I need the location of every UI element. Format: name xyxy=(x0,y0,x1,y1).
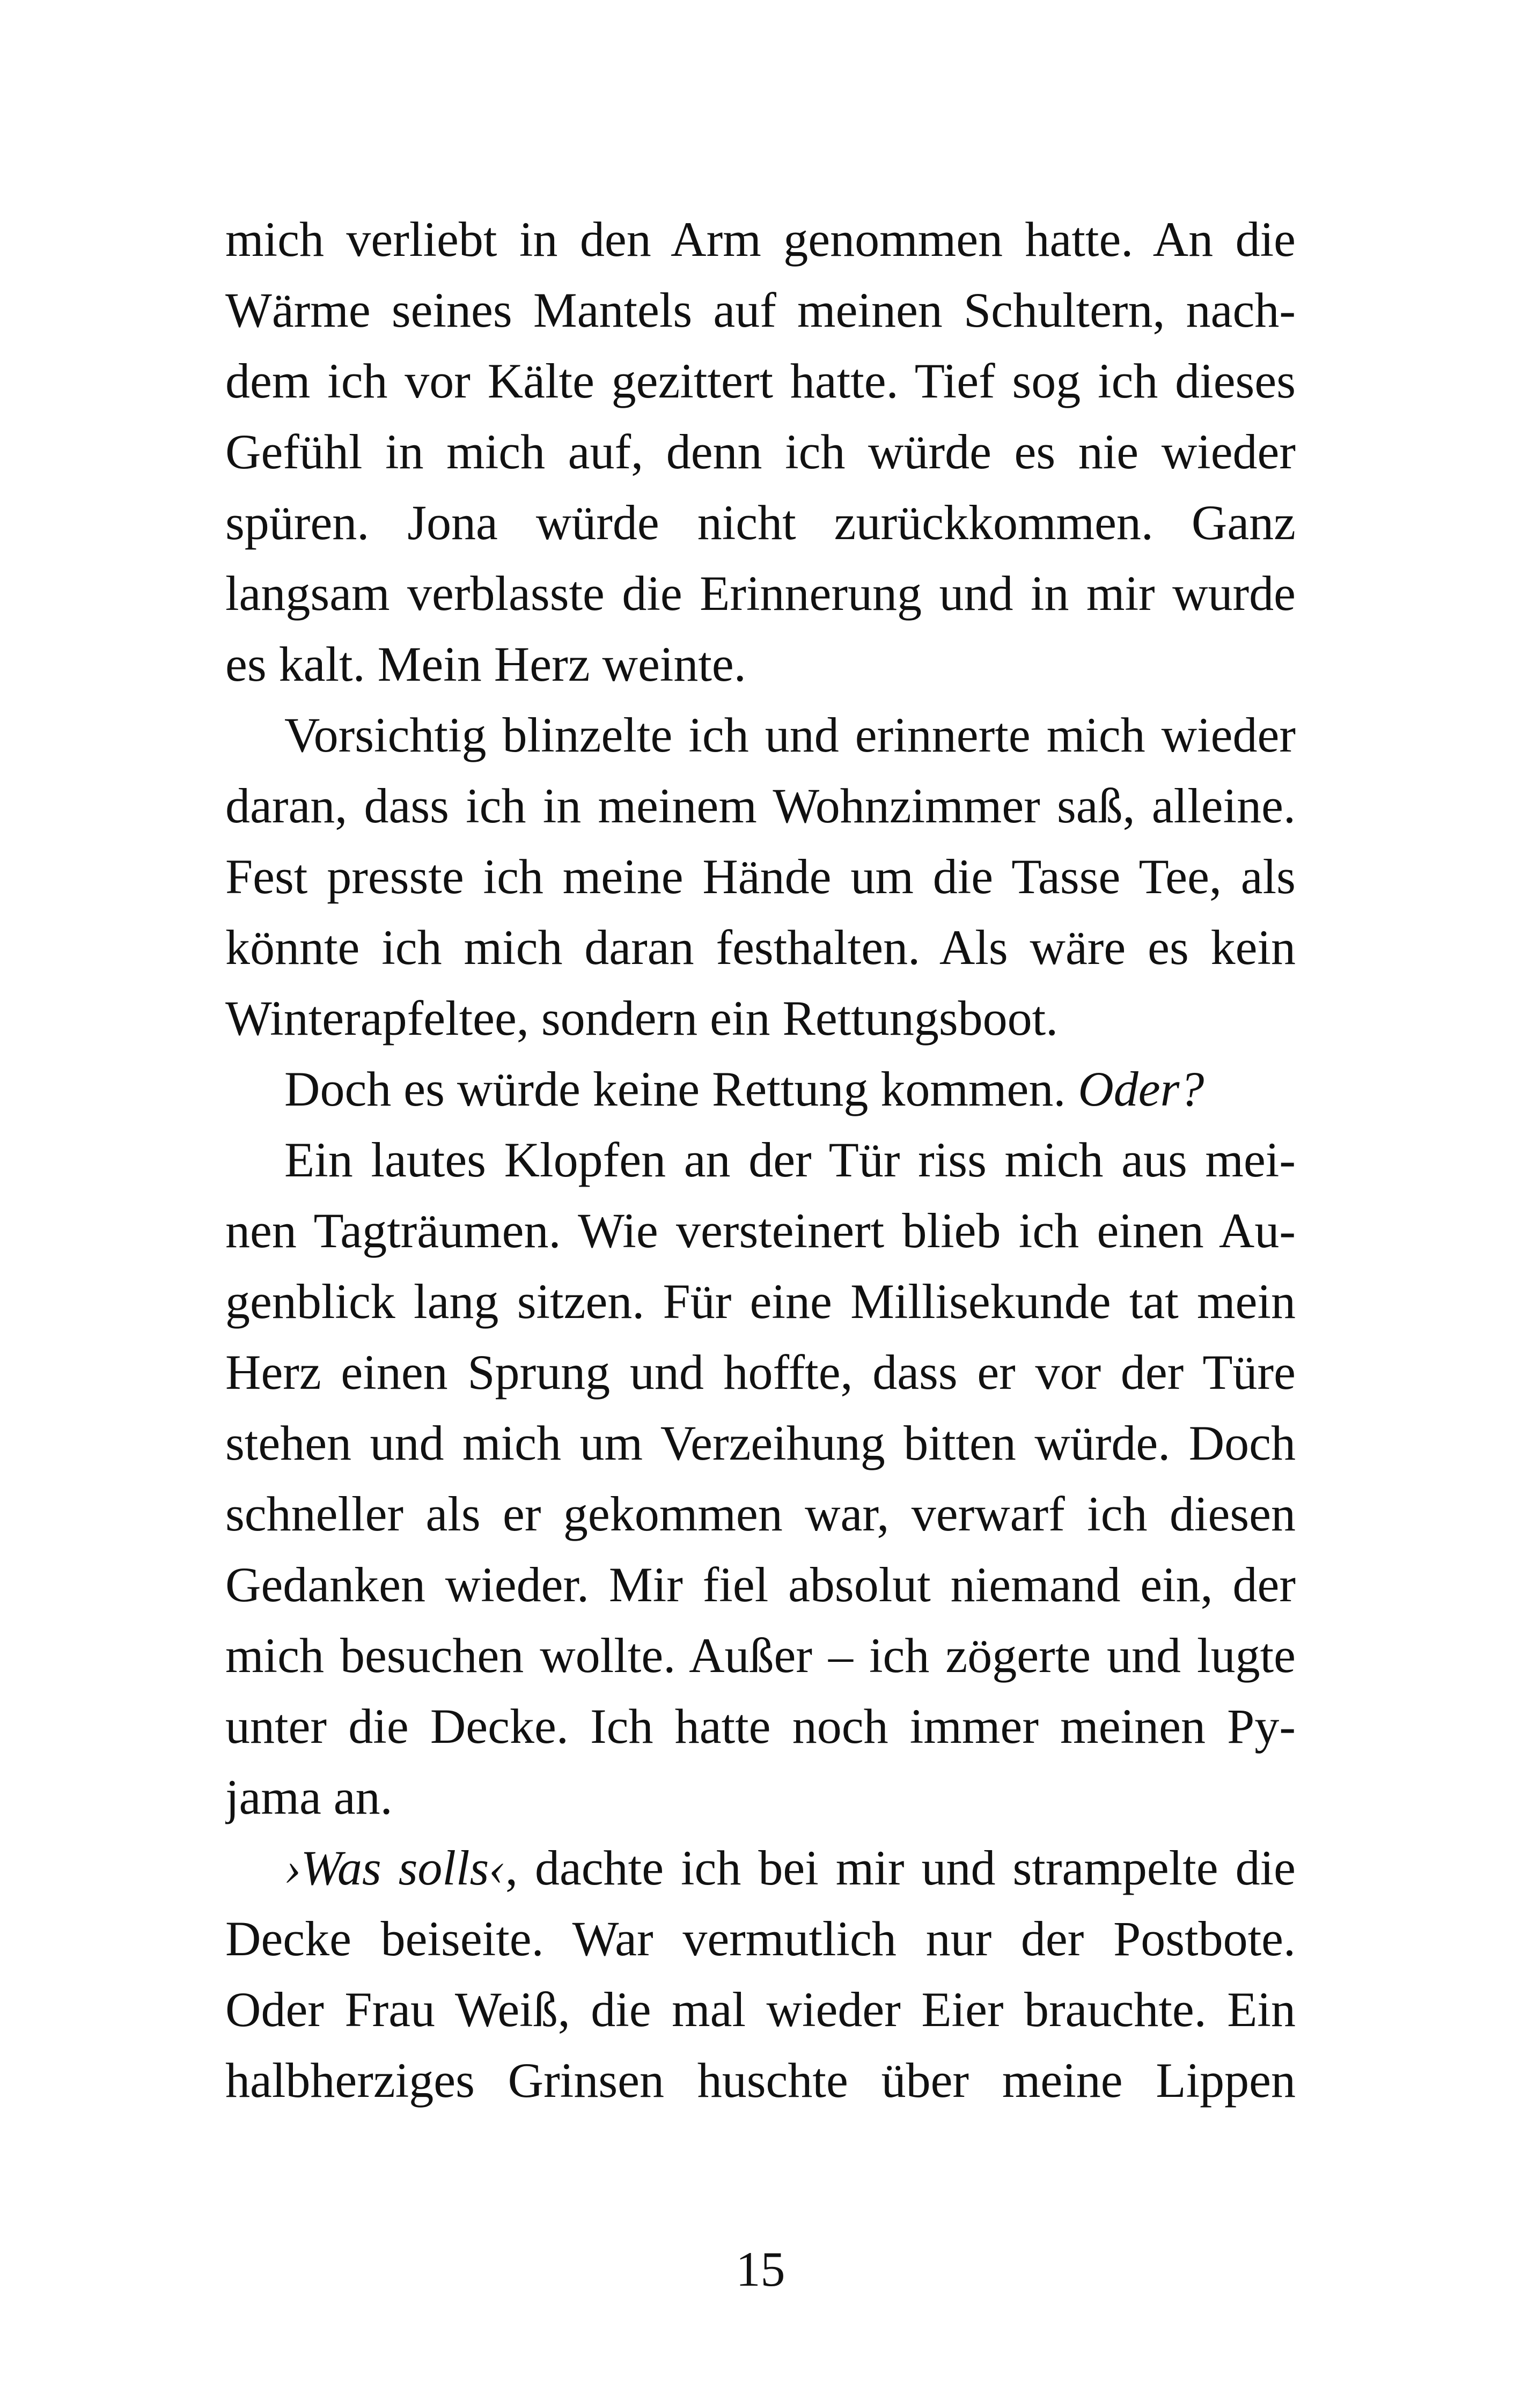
page-body xyxy=(225,204,1296,2116)
text-line: könnte ich mich daran festhalten. Als wäre es kein xyxy=(225,920,1296,975)
page-number: 15 xyxy=(736,2242,785,2296)
text-line: mich besuchen wollte. Außer – ich zögerte und lugte xyxy=(225,1628,1296,1683)
text-line: dem ich vor Kälte gezittert hatte. Tief sog ich dieses xyxy=(225,354,1296,408)
text-line: genblick lang sitzen. Für eine Millisekunde tat mein xyxy=(225,1274,1296,1329)
text-line: Herz einen Sprung und hoffte, dass er vor der Türe xyxy=(225,1345,1296,1400)
text-line: halbherziges Grinsen huschte über meine Lippen xyxy=(225,2053,1296,2108)
text-line xyxy=(225,1054,1296,1124)
text-line xyxy=(225,1832,1296,1903)
text-line: nen Tagträumen. Wie versteinert blieb ich einen Au- xyxy=(225,1203,1296,1258)
text-segment: , dachte ich bei mir und strampelte die xyxy=(505,1840,1296,1895)
text-line: Fest presste ich meine Hände um die Tasse Tee, als xyxy=(225,849,1296,904)
text-line: unter die Decke. Ich hatte noch immer meinen Py- xyxy=(225,1699,1296,1754)
text-line: Vorsichtig blinzelte ich und erinnerte mich wieder xyxy=(284,708,1296,762)
text-line: spüren. Jona würde nicht zurückkommen. Ganz xyxy=(225,495,1296,550)
text-line: schneller als er gekommen war, verwarf ich diesen xyxy=(225,1486,1296,1541)
text-line: langsam verblasste die Erinnerung und in mir wurde xyxy=(225,566,1296,621)
paragraph xyxy=(225,1124,1296,1832)
text-line: Ein lautes Klopfen an der Tür riss mich aus mei- xyxy=(284,1132,1296,1187)
text-line: Winterapfeltee, sondern ein Rettungsboot. xyxy=(225,991,1059,1045)
text-line: Oder Frau Weiß, die mal wieder Eier brauchte. Ein xyxy=(225,1982,1296,2037)
text-line: jama an. xyxy=(225,1770,393,1824)
paragraph xyxy=(225,1832,1296,2116)
text-line: Gedanken wieder. Mir fiel absolut niemand ein, der xyxy=(225,1557,1296,1612)
body-text xyxy=(225,204,1296,2116)
text-line: mich verliebt in den Arm genommen hatte. An die xyxy=(225,212,1296,267)
text-line: Decke beiseite. War vermutlich nur der Postbote. xyxy=(225,1911,1296,1966)
italic-text: ›Was solls‹ xyxy=(284,1840,505,1895)
text-line: Gefühl in mich auf, denn ich würde es nie wieder xyxy=(225,424,1296,479)
italic-text: Oder? xyxy=(1078,1062,1204,1116)
paragraph xyxy=(225,204,1296,699)
text-line: es kalt. Mein Herz weinte. xyxy=(225,637,746,691)
text-line: stehen und mich um Verzeihung bitten würde. Doch xyxy=(225,1416,1296,1470)
text-line: daran, dass ich in meinem Wohnzimmer saß, alleine. xyxy=(225,778,1296,833)
paragraph xyxy=(225,699,1296,1054)
text-segment: Doch es würde keine Rettung kommen. xyxy=(284,1062,1078,1116)
paragraph xyxy=(225,1054,1296,1124)
text-line: Wärme seines Mantels auf meinen Schultern, nach- xyxy=(225,283,1296,337)
